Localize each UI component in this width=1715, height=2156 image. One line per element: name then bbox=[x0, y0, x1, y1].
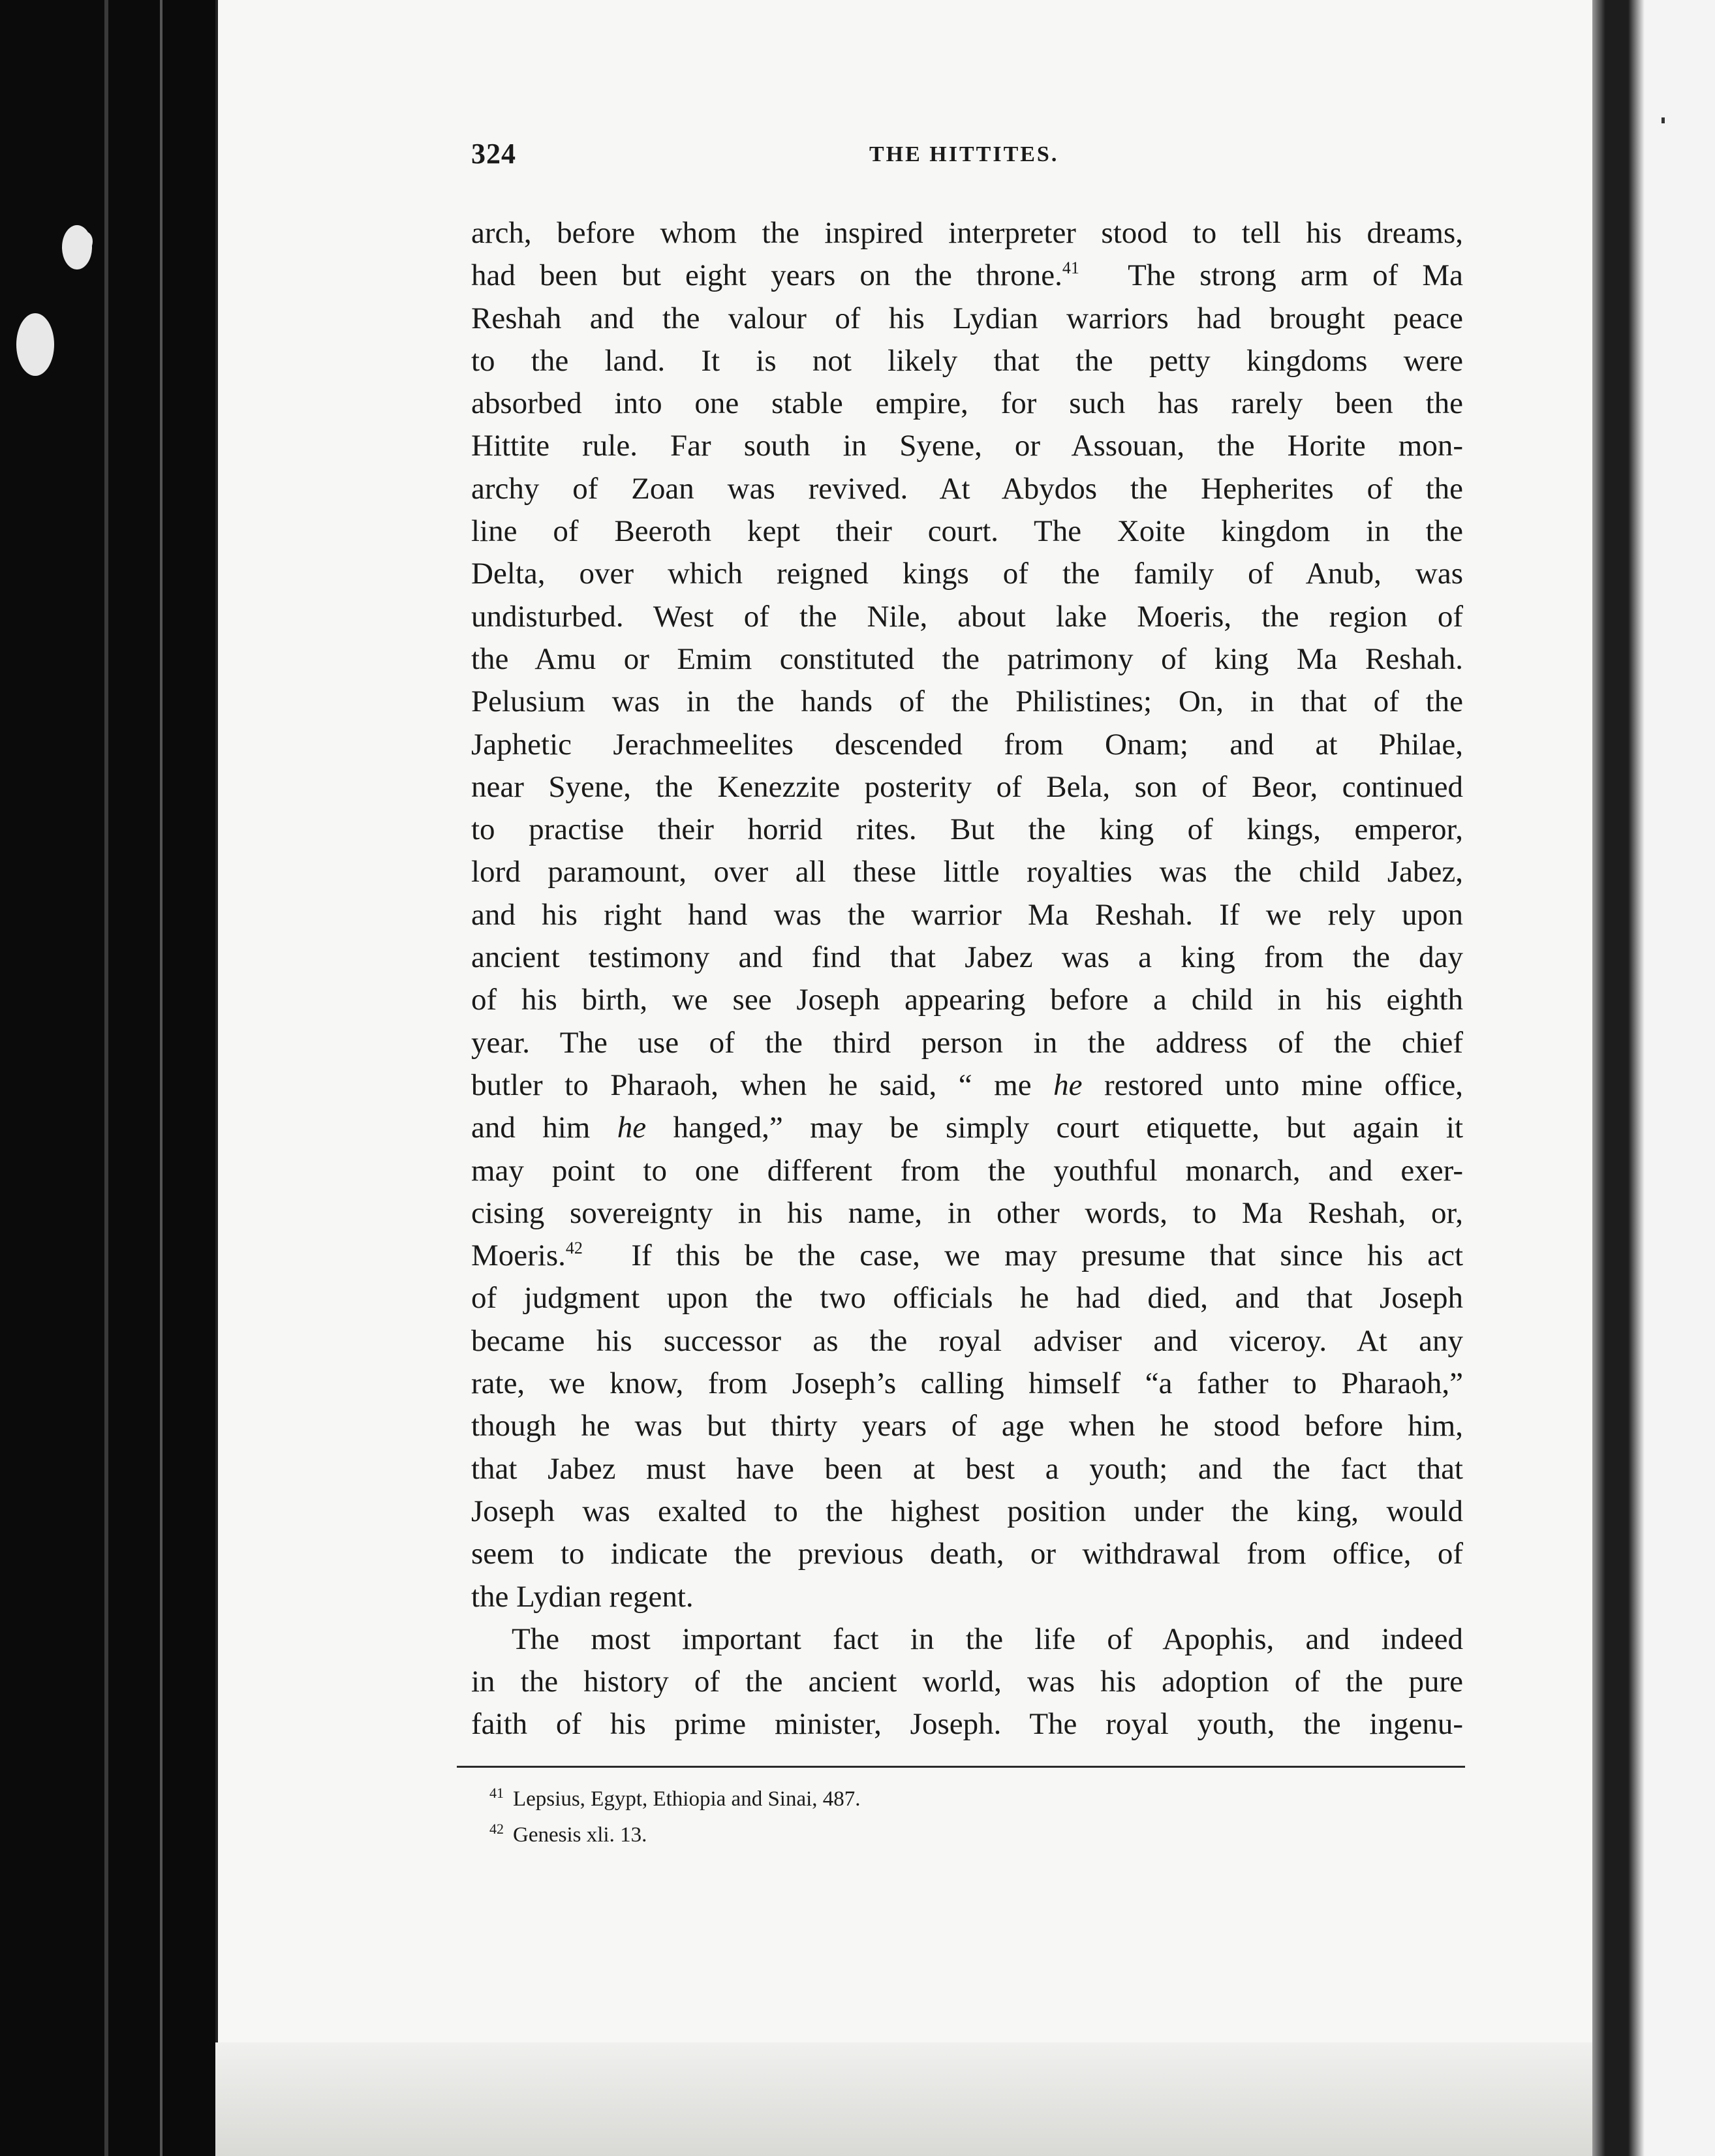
scan-speck bbox=[16, 313, 54, 376]
text-line: line of Beeroth kept their court. The Xoite kingdom in the bbox=[471, 514, 1463, 549]
text-line: Moeris.$^{42}$ If this be the case, we may presume that since his act bbox=[471, 1239, 1464, 1273]
text-line: undisturbed. West of the Nile, about lake Moeris, the region of bbox=[471, 599, 1463, 634]
text-line: Delta, over which reigned kings of the family of Anub, was bbox=[471, 557, 1463, 591]
text-line: that Jabez must have been at best a youth; and the fact that bbox=[471, 1451, 1463, 1486]
text-line: Hittite rule. Far south in Syene, or Assouan, the Horite mon- bbox=[471, 429, 1463, 463]
text-line: year. The use of the third person in the address of the chief bbox=[471, 1025, 1463, 1060]
body-text bbox=[471, 212, 1463, 1746]
footnote-ref: 41 bbox=[1062, 258, 1079, 278]
text-line: in the history of the ancient world, was his adoption of the pure bbox=[471, 1665, 1463, 1699]
text-line: to practise their horrid rites. But the king of kings, emperor, bbox=[471, 812, 1463, 847]
text-line: faith of his prime minister, Joseph. The royal youth, the ingenu- bbox=[471, 1707, 1463, 1742]
footnote-number: 42 bbox=[489, 1821, 504, 1837]
text-line: Reshah and the valour of his Lydian warriors had brought peace bbox=[471, 301, 1463, 335]
text-line: became his successor as the royal adviser and viceroy. At any bbox=[471, 1323, 1463, 1358]
text-line: near Syene, the Kenezzite posterity of Bela, son of Beor, continued bbox=[471, 769, 1463, 804]
text-line: Joseph was exalted to the highest position under the king, would bbox=[471, 1494, 1463, 1528]
binding-line bbox=[104, 0, 108, 2156]
text-line: rate, we know, from Joseph’s calling himself “a father to Pharaoh,” bbox=[471, 1366, 1463, 1401]
text-line: may point to one different from the youthful monarch, and exer- bbox=[471, 1153, 1463, 1188]
text-line: and his right hand was the warrior Ma Reshah. If we rely upon bbox=[471, 897, 1463, 932]
text-line: to the land. It is not likely that the petty kingdoms were bbox=[471, 343, 1463, 378]
scan-mark bbox=[1661, 117, 1665, 123]
text-line: though he was but thirty years of age when he stood before him, bbox=[471, 1409, 1463, 1443]
text-line: ancient testimony and find that Jabez was a king from the day bbox=[471, 940, 1463, 975]
footnote bbox=[489, 1778, 1403, 1814]
text-line: lord paramount, over all these little royalties was the child Jabez, bbox=[471, 855, 1463, 889]
text-line: the Lydian regent. bbox=[471, 1579, 694, 1614]
text-line: of his birth, we see Joseph appearing before a child in his eighth bbox=[471, 983, 1463, 1017]
text-line: had been but eight years on the throne.$^{41}$ The strong arm of Ma bbox=[471, 258, 1463, 293]
text-line: cising sovereignty in his name, in other words, to Ma Reshah, or, bbox=[471, 1195, 1463, 1230]
footnote-text: Genesis xli. 13. bbox=[513, 1823, 647, 1847]
text-line: absorbed into one stable empire, for such has rarely been the bbox=[471, 386, 1463, 421]
page-number: 324 bbox=[471, 138, 516, 170]
scan-speck bbox=[78, 232, 93, 251]
text-line: of judgment upon the two officials he had died, and that Joseph bbox=[471, 1281, 1463, 1316]
footnote-ref: 42 bbox=[565, 1239, 583, 1258]
text-line: the Amu or Emim constituted the patrimony of king Ma Reshah. bbox=[471, 641, 1463, 676]
footnote-rule bbox=[457, 1766, 1465, 1768]
footnotes bbox=[489, 1778, 1403, 1850]
footnote bbox=[489, 1814, 1403, 1850]
binding-line bbox=[160, 0, 162, 2156]
text-line: archy of Zoan was revived. At Abydos the Hepherites of the bbox=[471, 471, 1463, 506]
text-line: butler to Pharaoh, when he said, “ me he restored unto mine office, bbox=[471, 1068, 1463, 1102]
scan-border-right bbox=[1592, 0, 1715, 2156]
text-line: Japhetic Jerachmeelites descended from Onam; and at Philae, bbox=[471, 727, 1463, 762]
footnote-number: 41 bbox=[489, 1785, 504, 1801]
text-line: Pelusium was in the hands of the Philistines; On, in that of the bbox=[471, 685, 1463, 719]
running-head bbox=[471, 137, 1463, 176]
running-title: THE HITTITES. bbox=[869, 142, 1059, 166]
text-line: and him he hanged,” may be simply court etiquette, but again it bbox=[471, 1111, 1464, 1145]
paragraph-first-line: The most important fact in the life of Apophis, and indeed bbox=[512, 1622, 1463, 1656]
text-line: arch, before whom the inspired interpreter stood to tell his dreams, bbox=[471, 216, 1463, 250]
page-bottom-shadow bbox=[215, 2042, 1592, 2156]
footnote-text: Lepsius, Egypt, Ethiopia and Sinai, 487. bbox=[513, 1787, 861, 1811]
text-line: seem to indicate the previous death, or withdrawal from office, of bbox=[471, 1537, 1463, 1571]
